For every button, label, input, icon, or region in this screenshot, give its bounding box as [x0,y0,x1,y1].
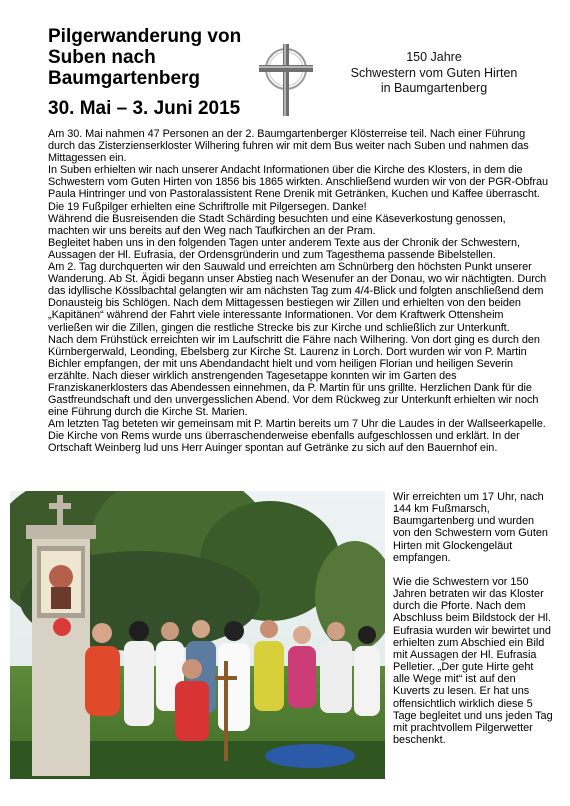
side-column [393,491,553,758]
date-heading: 30. Mai – 3. Juni 2015 [48,98,241,119]
cross-icon [258,42,314,116]
group-photo [10,491,385,779]
logo-caption-line: Schwestern vom Guten Hirten [350,65,518,80]
logo-caption-line: in Baumgartenberg [380,81,488,95]
logo-caption [320,50,548,97]
side-paragraph: Wie die Schwestern vor 150 Jahren betraten wir das Kloster durch die Pforte. Nach dem Abschluss beim Bildstock der Hl. Eufrasia wurden wir bewirtet und erhielten zum Abschied ein Bild mit Aussagen der Hl. Eufrasia Pelletier. „Der gute Hirte geht alle Wege mit“ ist auf den Kuverts zu lesen. Er hat uns offensichtlich wirklich diese 5 Tage begleitet und uns jeden Tag mit prachtvollem Pilgerwetter beschenkt. [393,575,553,746]
page-title [48,26,248,89]
body-paragraph: Begleitet haben uns in den folgenden Tagen unter anderem Texte aus der Chronik der Schwestern, Aussagen der Hl. Eufrasia, der Ordensgründerin und zum Tagesthema passende Bibelstellen. [48,236,520,261]
title-line: Suben nach [48,47,156,68]
logo-caption-line: 150 Jahre [406,50,462,64]
body-paragraph: Am 30. Mai nahmen 47 Personen an der 2. Baumgartenberger Klösterreise teil. Nach einer Führung durch das Zisterzienserkloster Wilhering fuhren wir mit dem Bus weiter nach Suben und nahmen das Mittagessen ein. [48,128,529,165]
body-paragraph: Am 2. Tag durchquerten wir den Sauwald und erreichten am Schnürberg den höchsten Punkt unserer Wanderung. Ab St. Ägidi begann unser Abstieg nach Wesenufer an der Donau, wo wir nächtigten. Durch das idyllische Kösslbachtal gelangten wir am nächsten Tag zum 4/4-Blick und folgten anschließend dem Donausteig bis Schlögen. Nach dem Mittagessen bestiegen wir Zillen und erhielten von den beiden „Kapitänen“ während der Fahrt viele interessante Informationen. Vor dem Kraftwerk Ottensheim verließen wir die Zillen, gingen die restliche Strecke bis zur Kirche und schließlich zur Unterkunft. [48,261,547,334]
title-line: Baumgartenberg [48,68,201,89]
body-paragraph: Am letzten Tag beteten wir gemeinsam mit P. Martin bereits um 7 Uhr die Laudes in der Wallseerkapelle. Die Kirche von Rems wurde uns überraschenderweise ebenfalls aufgeschlossen und erklärt. In der Ortschaft Weinberg lud uns Herr Auinger spontan auf Getränke zu sich auf den Bauernhof ein. [48,418,546,455]
title-line: Pilgerwanderung von [48,26,242,47]
side-paragraph: Wir erreichten um 17 Uhr, nach 144 km Fußmarsch, Baumgartenberg und wurden von den Schwestern vom Guten Hirten mit Glockengeläut empfangen. [393,491,548,564]
article-body [48,128,548,455]
body-paragraph: Während die Busreisenden die Stadt Schärding besuchten und eine Käseverkostung genossen, machten wir uns bereits auf den Weg nach Taufkirchen an der Pram. [48,212,506,237]
body-paragraph: Nach dem Frühstück erreichten wir im Laufschritt die Fähre nach Wilhering. Von dort ging es durch den Kürnbergerwald, Leonding, Ebelsberg zur Kirche St. Laurenz in Lorch. Dort wurden wir von P. Martin Bichler empfangen, der mit uns Abendandacht hielt und vom heiligen Florian und heiligen Severin erzählte. Nach dieser wirklich anstrengenden Tagesetappe konnten wir im Garten des Franziskanerklosters das Abendessen einnehmen, da P. Martin für uns grillte. Herzlichen Dank für die Gastfreundschaft und den unvergesslichen Abend. Vor dem Rückweg zur Unterkunft erhielten wir noch eine Führung durch die Kirche St. Marien. [48,333,540,419]
body-paragraph: In Suben erhielten wir nach unserer Andacht Informationen über die Kirche des Klosters, in dem die Schwestern vom Guten Hirten von 1856 bis 1865 wirkten. Anschließend wurden wir von der PGR-Obfrau Paula Hintringer und von Pastoralassistent Rene Drenik mit Getränken, Kuchen und Kaffee überrascht. Die 19 Fußpilger erhielten eine Schriftrolle mit Pilgersegen. Danke! [48,164,548,213]
